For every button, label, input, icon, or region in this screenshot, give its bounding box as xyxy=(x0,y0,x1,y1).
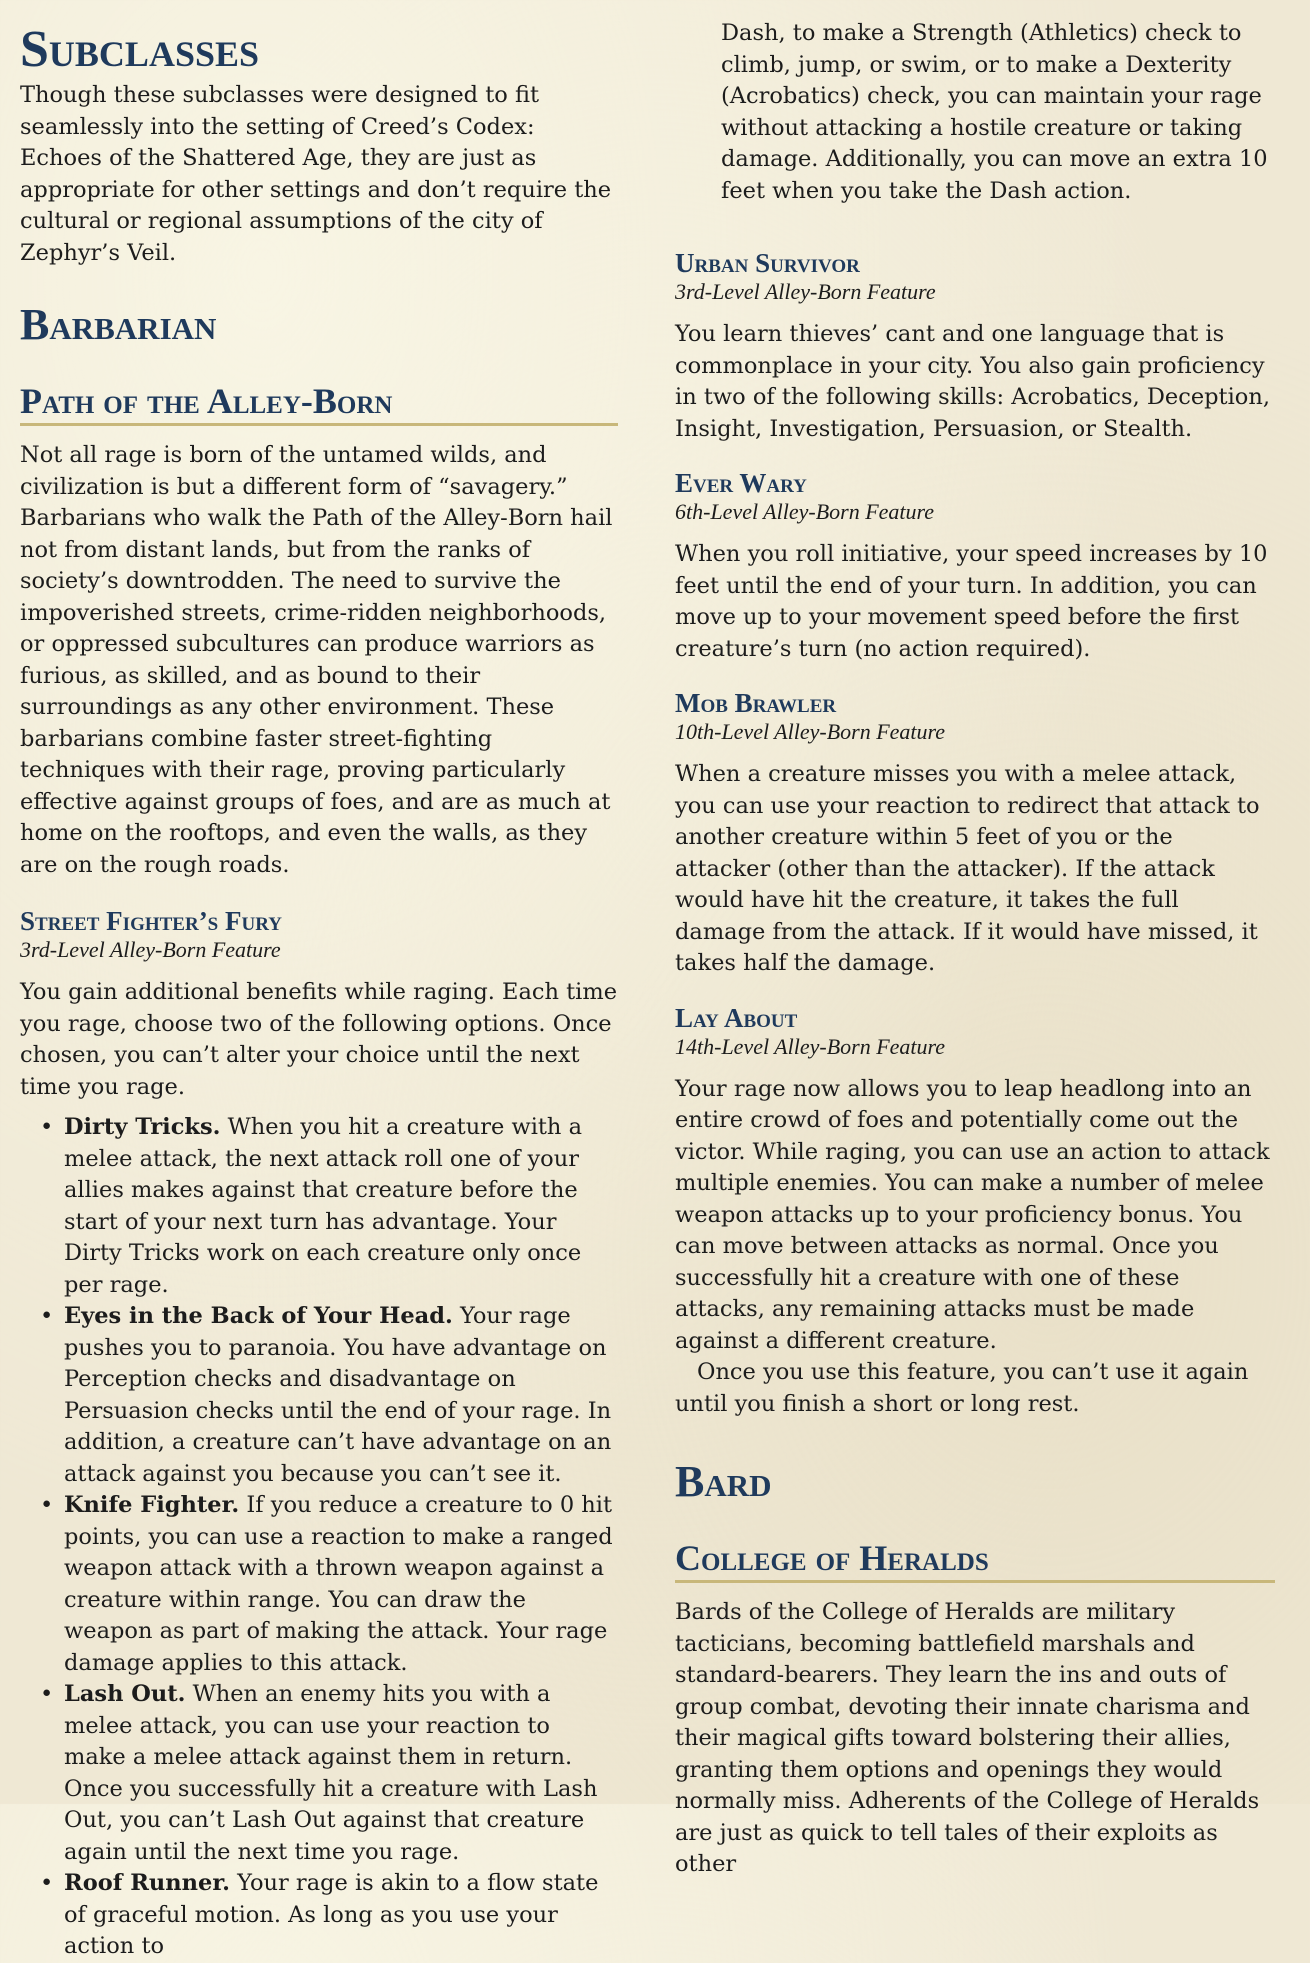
bard-heading: Bard xyxy=(675,1457,772,1506)
lay-about-text: Your rage now allows you to leap headlong into an entire crowd of foes and potentially come out the victor. While raging, you can use an action to attack multiple enemies. You can make a number of melee weapon attacks up to your proficiency bonus. You can move between attacks as normal. Once you successfully hit a creature with one of these attacks, any remaining attacks must be made against a different creature. xyxy=(675,1075,1270,1354)
path-description: Not all rage is born of the untamed wilds, and civilization is but a different form of “savagery.” Barbarians who walk the Path of the Alley-Born hail not from distant lands, but from the ranks of society’s downtrodden. The need to survive the impoverished streets, crime-ridden neighborhoods, or oppressed subcultures can produce warriors as furious, as skilled, and as bound to their surroundings as any other environment. These barbarians combine faster street-fighting techniques with their rage, proving particularly effective against groups of foes, and are as much at home on the rooftops, and even the walls, as they are on the rough roads. xyxy=(20,442,613,878)
option-text: When you hit a creature with a melee attack, the next attack roll one of your allies makes against that creature before the start of your next turn has advantage. Your Dirty Tricks work on each creature only once per rage. xyxy=(64,1114,582,1298)
path-heading: Path of the Alley-Born xyxy=(20,381,393,421)
list-item xyxy=(20,1490,618,1679)
ever-wary-text: When you roll initiative, your speed increases by 10 feet until the end of your turn. In addition, you can move up to your movement speed before the first creature’s turn (no action required). xyxy=(675,541,1268,662)
fury-description: You gain additional benefits while raging. Each time you rage, choose two of the following options. Once chosen, you can’t alter your choice until the next time you rage. xyxy=(20,979,618,1100)
list-item xyxy=(20,1868,618,1963)
option-text: When an enemy hits you with a melee attack, you can use your reaction to make a melee attack against them in return. Once you successfully hit a creature with Lash Out, you can’t Lash Out against that creature again until the next time you rage. xyxy=(64,1681,598,1865)
urban-survivor-text: You learn thieves’ cant and one language that is commonplace in your city. You also gain proficiency in two of the following skills: Acrobatics, Deception, Insight, Investigation, Persuasion, or Stealth. xyxy=(675,321,1270,442)
bullet-icon: • xyxy=(40,1492,54,1518)
path-heading-rule xyxy=(20,423,618,426)
college-heading: College of Heralds xyxy=(675,1538,989,1578)
left-column xyxy=(20,0,618,1963)
option-name: Lash Out. xyxy=(64,1681,186,1707)
option-name: Eyes in the Back of Your Head. xyxy=(64,1303,453,1329)
ever-wary-heading: Ever Wary xyxy=(675,468,807,498)
list-item xyxy=(20,1301,618,1490)
list-item xyxy=(20,1679,618,1868)
fury-subheading: 3rd-Level Alley-Born Feature xyxy=(20,937,281,962)
option-name: Roof Runner. xyxy=(64,1870,230,1896)
option-text: Your rage pushes you to paranoia. You have advantage on Perception checks and disadvantage on Persuasion checks until the end of your rage. In addition, a creature can’t have advantage on an attack against you because you can’t see it. xyxy=(64,1303,612,1487)
lay-about-subheading: 14th-Level Alley-Born Feature xyxy=(675,1033,946,1059)
mob-brawler-subheading: 10th-Level Alley-Born Feature xyxy=(675,719,946,744)
college-heading-rule xyxy=(675,1580,1275,1583)
bullet-icon: • xyxy=(40,1681,54,1707)
list-item xyxy=(20,1112,618,1301)
bullet-icon: • xyxy=(40,1114,54,1140)
college-description: Bards of the College of Heralds are military tacticians, becoming battlefield marshals and standard-bearers. They learn the ins and outs of group combat, devoting their innate charisma and their magical gifts toward bolstering their allies, granting them options and openings they would normally miss. Adherents of the College of Heralds are just as quick to tell tales of their exploits as other xyxy=(675,1599,1260,1877)
mob-brawler-text: When a creature misses you with a melee attack, you can use your reaction to redirect that attack to another creature within 5 feet of you or the attacker (other than the attacker). If the attack would have hit the creature, it takes the full damage from the attack. If it would have missed, it takes half the damage. xyxy=(675,761,1260,976)
lay-about-text-2: Once you use this feature, you can’t use it again until you finish a short or long rest. xyxy=(675,1359,1249,1417)
option-text: Your rage is akin to a flow state of graceful motion. As long as you use your action to xyxy=(64,1870,599,1959)
ever-wary-subheading: 6th-Level Alley-Born Feature xyxy=(675,499,935,524)
roof-runner-continuation: Dash, to make a Strength (Athletics) check to climb, jump, or swim, or to make a Dexterity (Acrobatics) check, you can maintain your rage without attacking a hostile creature or taking damage. Additionally, you can move an extra 10 feet when you take the Dash action. xyxy=(721,20,1268,204)
bullet-icon: • xyxy=(40,1303,54,1329)
lay-about-heading: Lay About xyxy=(675,1002,798,1033)
bullet-icon: • xyxy=(40,1870,54,1896)
urban-survivor-heading: Urban Survivor xyxy=(675,248,860,278)
fury-heading: Street Fighter’s Fury xyxy=(20,906,282,936)
page-title: Subclasses xyxy=(20,21,260,78)
barbarian-heading: Barbarian xyxy=(20,300,217,349)
intro-paragraph: Though these subclasses were designed to fit seamlessly into the setting of Creed’s Codex: Echoes of the Shattered Age, they are just as appropriate for other settings and don’t require the cultural or regional assumptions of the city of Zephyr’s Veil. xyxy=(20,82,612,266)
option-name: Knife Fighter. xyxy=(64,1492,240,1518)
urban-survivor-subheading: 3rd-Level Alley-Born Feature xyxy=(675,279,936,304)
mob-brawler-heading: Mob Brawler xyxy=(675,688,837,718)
option-name: Dirty Tricks. xyxy=(64,1114,221,1140)
option-text: If you reduce a creature to 0 hit points, you can use a reaction to make a ranged weapon attack with a thrown weapon against a creature within range. You can draw the weapon as part of making the attack. Your rage damage applies to this attack. xyxy=(64,1492,613,1676)
right-column xyxy=(675,0,1275,1881)
rage-options-list xyxy=(20,1112,618,1963)
